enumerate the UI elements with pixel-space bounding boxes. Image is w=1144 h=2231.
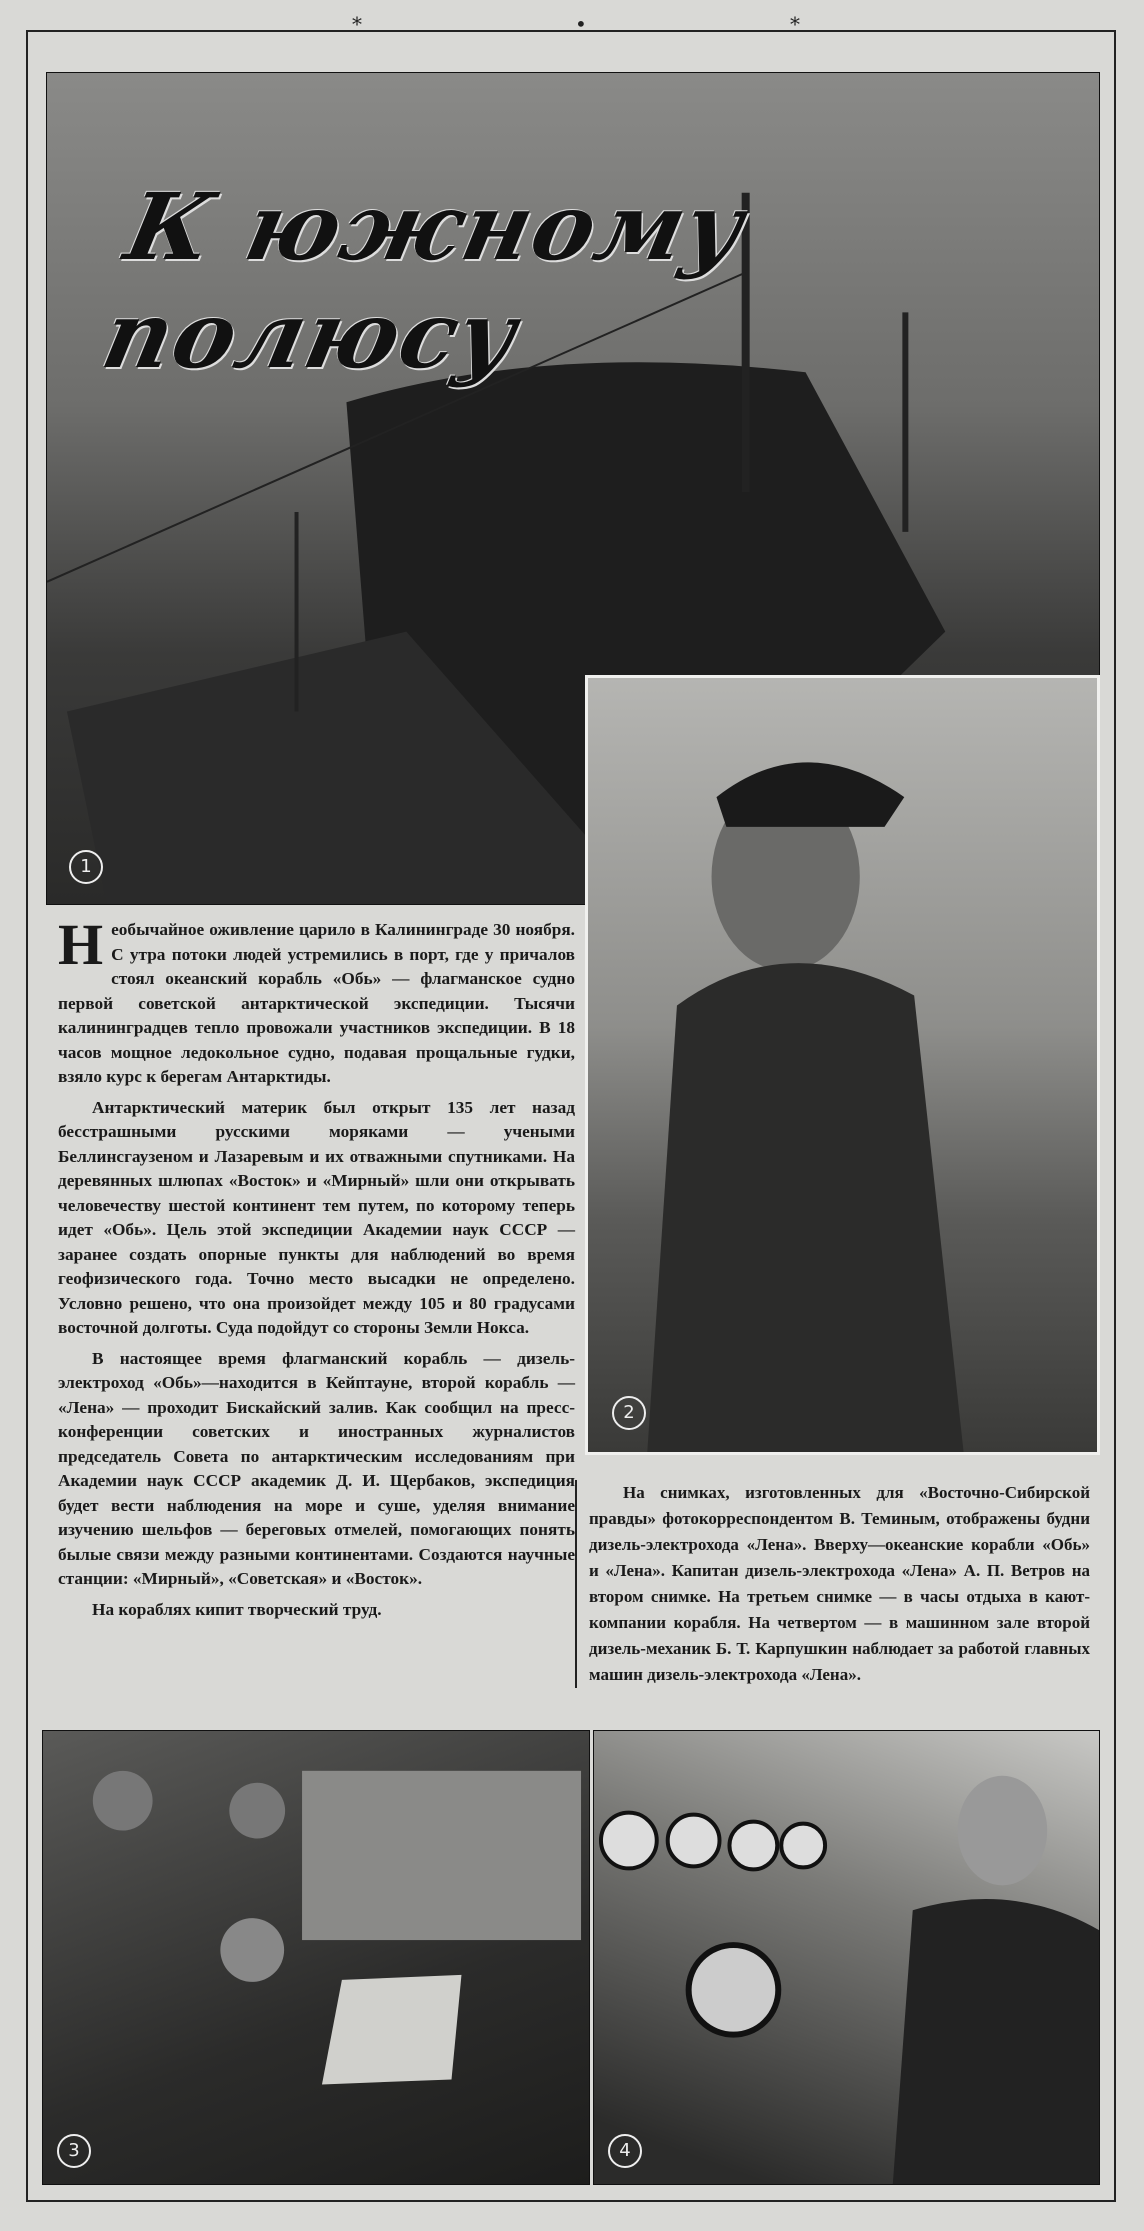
drop-cap: Н	[58, 912, 104, 977]
photo-wardroom	[42, 1730, 590, 2185]
ornament-star: *	[790, 12, 800, 36]
article-body	[58, 912, 575, 1628]
article-paragraph: Антарктический материк был открыт 135 лет назад бесстрашными русскими моряками — учеными Беллинсгаузеном и Лазаревым и их отважными спутниками. На деревянных шлюпах «Восток» и «Мирный» шли они открывать человечеству шестой континент тем путем, по которому теперь идет «Обь». Цель этой экспедиции Академии наук СССР — заранее создать опорные пункты для наблюдений во время геофизического года. Точно место высадки не определено. Условно решено, что она произойдет между 105 и 80 градусами восточной долготы. Суда подойдут со стороны Земли Нокса.	[58, 1097, 575, 1337]
photo-number: 3	[57, 2134, 91, 2168]
engine-room-scene	[594, 1731, 1099, 2184]
photo-number: 4	[608, 2134, 642, 2168]
photo-number: 2	[612, 1396, 646, 1430]
headline: К южному полюсу	[94, 173, 755, 389]
article-paragraph: На кораблях кипит творческий труд.	[92, 1599, 382, 1619]
ornament-star: *	[352, 12, 362, 36]
photo-captain	[585, 675, 1100, 1455]
photo-number: 1	[69, 850, 103, 884]
captain-portrait	[588, 678, 1097, 1452]
paragraph-text: еобычайное оживление царило в Калининграде 30 ноября. С утра потоки людей устремились в порт, где у причалов стоял океанский корабль «Обь» — флагманское судно первой советской антарктической экспедиции. Тысячи калининградцев тепло провожали участников экспедиции. В 18 часов мощное ледокольное судно, подавая прощальные гудки, взяло курс к берегам Антарктиды.	[58, 920, 575, 1086]
wardroom-scene	[43, 1731, 589, 2184]
ornament-dot: •	[575, 12, 587, 36]
article-paragraph: В настоящее время флагманский корабль — дизель-электроход «Обь»—находится в Кейптауне, второй корабль — «Лена» — проходит Бискайский залив. Как сообщил на пресс-конференции советских и иностранных журналистов председатель Совета по антарктическим исследованиям при Академии наук СССР академик Д. И. Щербаков, экспедиция будет вести наблюдения на море и суше, уделяя внимание изучению шельфов — береговых отмелей, помогающих понять былые связи между разными континентами. Создаются научные станции: «Мирный», «Советская» и «Восток».	[58, 1348, 575, 1588]
article-paragraph	[58, 912, 575, 1090]
photo-engine-room	[593, 1730, 1100, 2185]
photo-caption: На снимках, изготовленных для «Восточно-Сибирской правды» фотокорреспондентом В. Теминым, отображены будни дизель-электрохода «Лена». Вверху—океанские корабли «Обь» и «Лена». Капитан дизель-электрохода «Лена» А. П. Ветров на втором снимке. На третьем снимке — в часы отдыха в кают-компании корабля. На четвертом — в машинном зале второй дизель-механик Б. Т. Карпушкин наблюдает за работой главных машин дизель-электрохода «Лена».	[575, 1480, 1090, 1688]
